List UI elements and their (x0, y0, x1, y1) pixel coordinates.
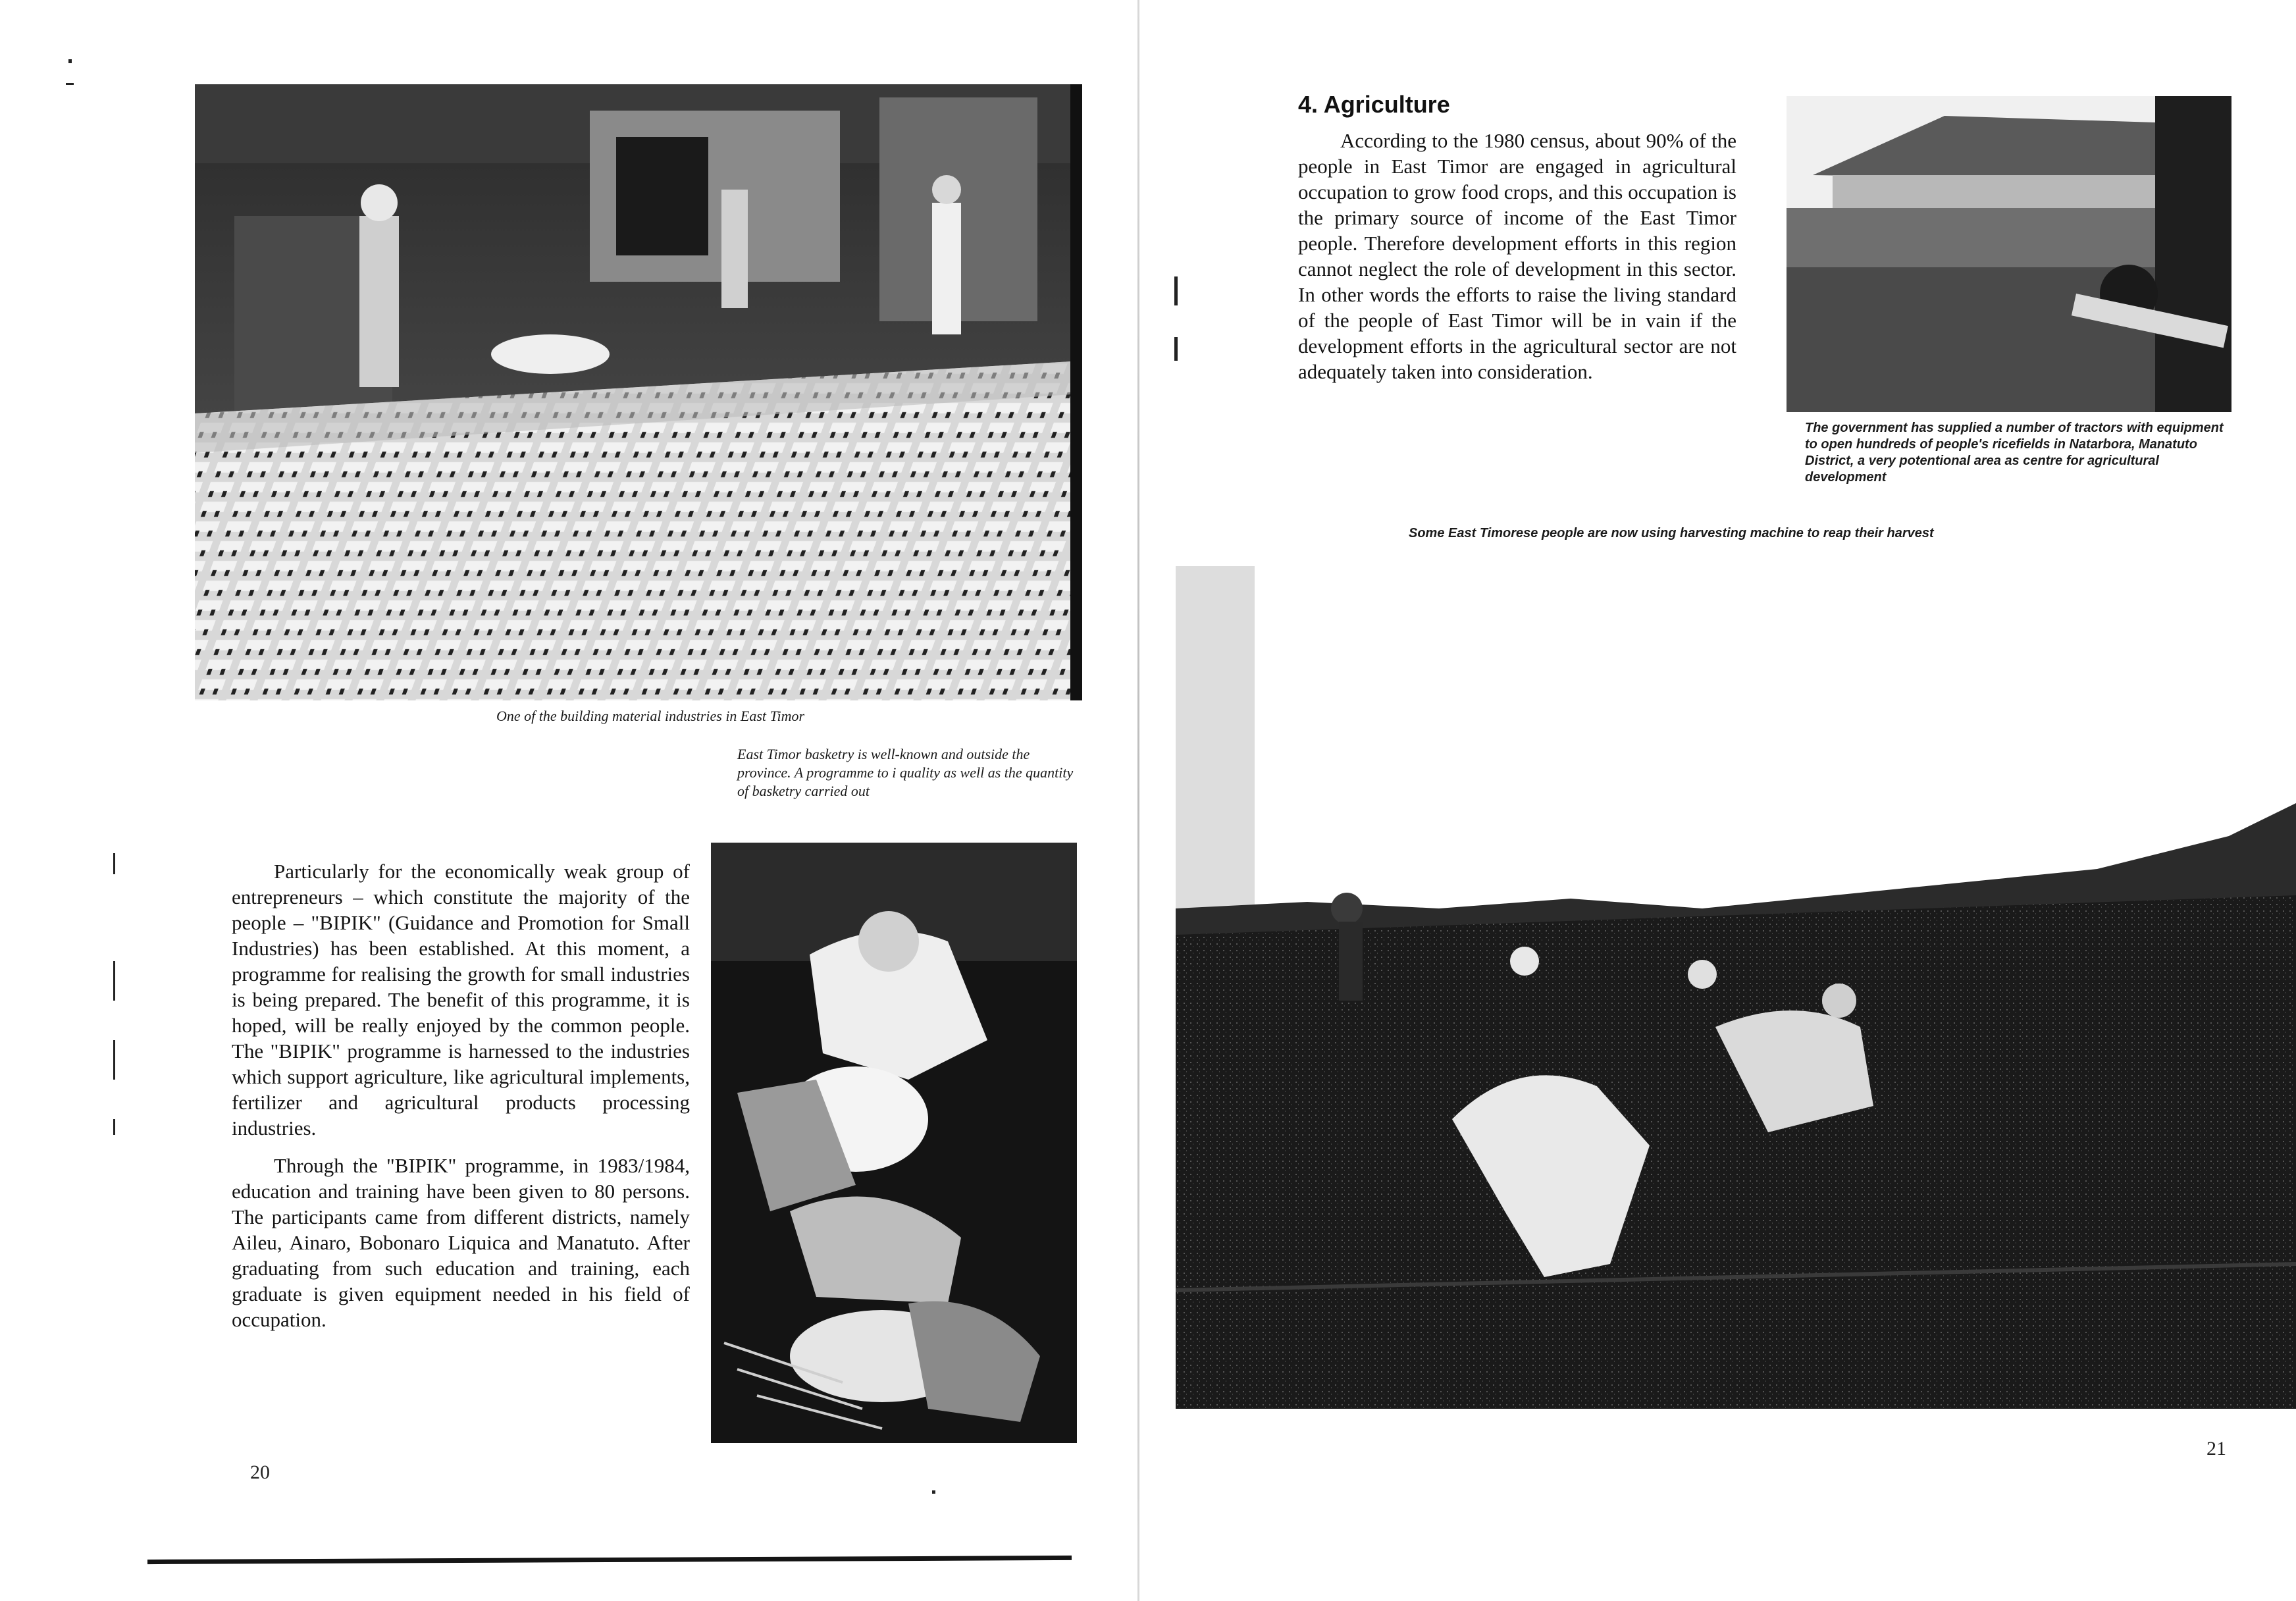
scan-speck (66, 83, 74, 85)
margin-mark (113, 1040, 115, 1080)
scan-speck (68, 59, 72, 63)
right-page (1137, 0, 2296, 1601)
tractor-photo (1787, 96, 2231, 412)
margin-mark (1174, 337, 1178, 361)
margin-mark (113, 1119, 115, 1135)
harvest-caption: Some East Timorese people are now using harvesting machine to reap their harvest (1409, 526, 1934, 540)
harvest-photo (1176, 566, 2296, 1409)
bipik-body-text (232, 858, 690, 1332)
agriculture-heading: 4. Agriculture (1298, 91, 1450, 118)
page-number-right: 21 (2206, 1438, 2226, 1459)
margin-mark (113, 961, 115, 1001)
building-materials-photo (195, 84, 1082, 700)
basketry-caption: East Timor basketry is well-known and outside the province. A programme to i quality as well as the quantity of basketry carried out (737, 746, 1074, 799)
bipik-paragraph-1: Particularly for the economically weak group of entrepreneurs – which constitute the majority of the people – "BIPIK" (Guidance and Promotion for Small Industries) has been established. At this moment, a programme for realising the growth for small industries is being prepared. The benefit of this programme, it is hoped, will be really enjoyed by the common people. The "BIPIK" programme is harnessed to the industries which support agriculture, like agricultural implements, fertilizer and agricultural products processing industries. (232, 860, 690, 1140)
agriculture-paragraph: According to the 1980 census, about 90% of the people in East Timor are engaged in agricultural occupation to grow food crops, and this occupation is the primary source of income of the East Timor people. Therefore development efforts in this region cannot neglect the role of development in this sector. In other words the efforts to raise the living standard of the people of East Timor will be in vain if the development efforts in the agricultural sector are not adequately taken into consideration. (1298, 129, 1736, 383)
scan-speck (932, 1490, 935, 1494)
agriculture-body-text (1298, 128, 1736, 384)
building-materials-caption: One of the building material industries in East Timor (496, 708, 805, 724)
margin-mark (1174, 276, 1178, 305)
margin-mark (113, 853, 115, 874)
bottom-scan-rule (147, 1556, 1072, 1564)
bipik-paragraph-2: Through the "BIPIK" programme, in 1983/1984, education and training have been given to 80 persons. The participants came from different districts, namely Aileu, Ainaro, Bobonaro Liquica and Manatuto. After graduating from such education and training, each graduate is given equipment needed in his field of occupation. (232, 1154, 690, 1331)
page-number-left: 20 (250, 1461, 270, 1483)
tractor-caption: The government has supplied a number of tractors with equipment to open hundreds of people's ricefields in Natarbora, Manatuto District, a very potentional area as centre for agricultural development (1805, 421, 2224, 485)
basketry-photo (711, 843, 1077, 1443)
left-page (0, 0, 1137, 1601)
